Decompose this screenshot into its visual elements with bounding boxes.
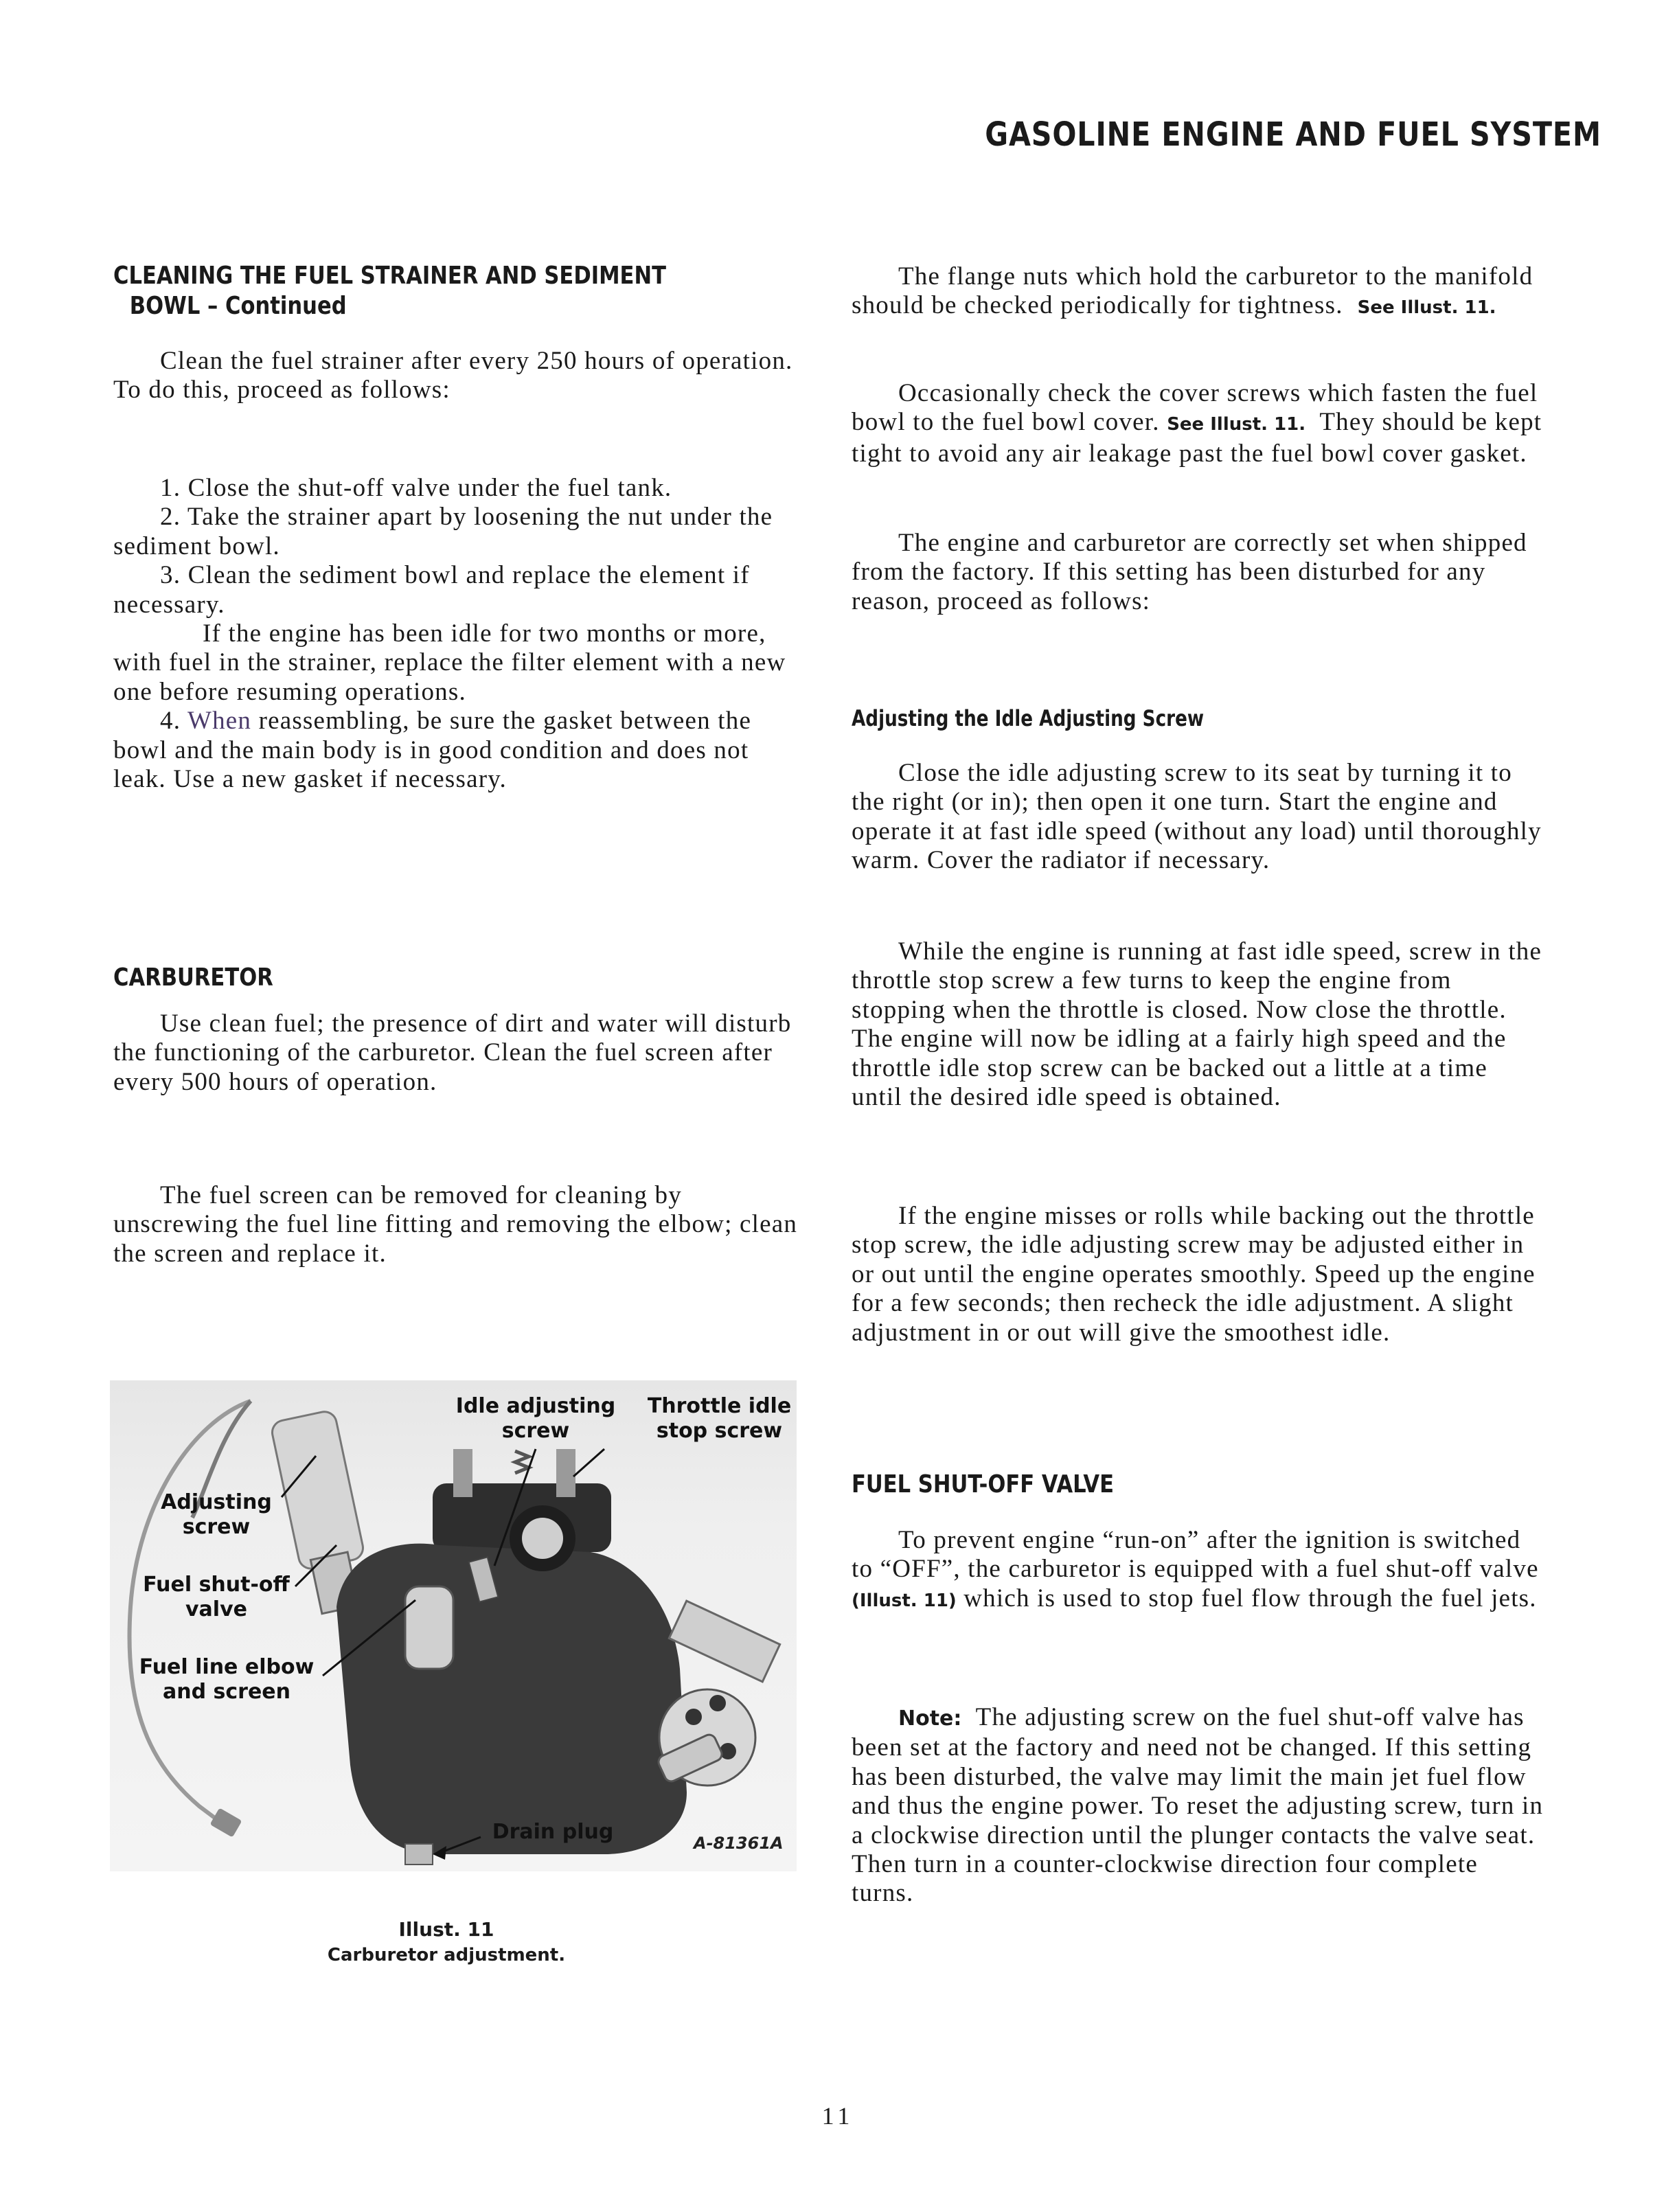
illust-reference: See Illust. 11.: [1357, 297, 1496, 319]
subheading-idle-adjusting: Adjusting the Idle Adjusting Screw: [852, 705, 1205, 731]
callout-throttle-idle-stop-screw: Throttle idle stop screw: [647, 1394, 792, 1443]
caption-number: Illust. 11: [398, 1918, 494, 1941]
callout-adjusting-screw: Adjusting screw: [161, 1490, 272, 1539]
figure-caption: [247, 1916, 646, 1967]
note-text: The adjusting screw on the fuel shut-off valve has been set at the factory and need not be changed. If this setting has been disturbed, the valve may limit the main jet fuel flow and thus the engine power. To reset the adjusting screw, turn in a clockwise direction until the plunger contacts the valve seat. Then turn in a counter-clockwise direction four complete turns.: [852, 1703, 1544, 1908]
step-4-number: 4.: [160, 707, 181, 736]
idle-paragraph-2: While the engine is running at fast idle speed, screw in the throttle stop screw a few turns to keep the engine from stopping when the throttle is closed. Now close the throttle. The engine will now be idling at a fairly high speed and the throttle idle stop screw can be backed out a little at a time until the desired idle speed is obtained.: [852, 937, 1542, 1112]
strainer-steps: [113, 474, 807, 794]
idle-paragraph-3: If the engine misses or rolls while backing out the throttle stop screw, the idle adjusting screw may be adjusted either in or out until the engine operates smoothly. Speed up the engine for a few seconds; then recheck the idle adjustment. A slight adjustment in or out will give the smoothest idle.: [852, 1202, 1536, 1347]
step-1: 1. Close the shut-off valve under the fuel tank.: [160, 474, 672, 502]
step-4-text: reassembling, be sure the gasket between the bowl and the main body is in good condition and does not leak. Use a new gasket if necessary.: [113, 707, 752, 794]
step-4-first-word: When: [187, 707, 252, 736]
page-header: GASOLINE ENGINE AND FUEL SYSTEM: [985, 115, 1601, 154]
flange-nuts-paragraph: [852, 262, 1545, 323]
carburetor-paragraph-1: Use clean fuel; the presence of dirt and water will disturb the functioning of the carburetor. Clean the fuel screen after every 500 hours of operation.: [113, 1010, 792, 1096]
carburetor-paragraph-2: The fuel screen can be removed for cleaning by unscrewing the fuel line fitting and removing the elbow; clean the screen and replace it.: [113, 1181, 798, 1268]
callout-fuel-shutoff-valve: Fuel shut-off valve: [143, 1573, 290, 1621]
note-paragraph: [852, 1703, 1545, 1908]
step-4: [113, 707, 807, 794]
illust-reference: See Illust. 11.: [1167, 414, 1306, 435]
cover-text-a: Occasionally check the cover screws which fasten the fuel bowl to the fuel bowl cover.: [852, 379, 1538, 437]
page-number: 11: [821, 2102, 854, 2130]
valve-text-b: which is used to stop fuel flow through the fuel jets.: [963, 1584, 1537, 1612]
step-3-note: If the engine has been idle for two months or more, with fuel in the strainer, replace the filter element with a new one before resuming operations.: [113, 619, 786, 706]
factory-setting-paragraph: The engine and carburetor are correctly set when shipped from the factory. If this setting has been disturbed for any reason, proceed as follows:: [852, 529, 1527, 615]
carburetor-drawing: [110, 1380, 797, 1871]
section-heading-fuel-shutoff-valve: FUEL SHUT-OFF VALVE: [852, 1470, 1115, 1498]
illust-reference: (Illust. 11): [852, 1590, 957, 1611]
heading-line-2: BOWL – Continued: [129, 292, 347, 320]
callout-fuel-line-elbow: Fuel line elbow and screen: [139, 1655, 315, 1704]
section-heading-carburetor: CARBURETOR: [113, 964, 273, 992]
cover-screws-paragraph: [852, 379, 1545, 468]
carburetor-illustration: [110, 1380, 797, 1871]
strainer-intro-paragraph: Clean the fuel strainer after every 250 hours of operation. To do this, proceed as follows:: [113, 347, 793, 404]
note-label: Note:: [898, 1707, 962, 1731]
figure-id: A-81361A: [694, 1834, 784, 1853]
idle-paragraph-1: Close the idle adjusting screw to its seat by turning it to the right (or in); then open it one turn. Start the engine and operate it at fast idle speed (without any load) until thoroughly warm. Cover the radiator if necessary.: [852, 759, 1542, 875]
step-2: 2. Take the strainer apart by loosening the nut under the sediment bowl.: [113, 503, 773, 560]
step-3: 3. Clean the sediment bowl and replace the element if necessary.: [113, 561, 750, 619]
cover-text-b: They should be kept tight to avoid any air leakage past the fuel bowl cover gasket.: [852, 408, 1542, 468]
callout-idle-adjusting-screw: Idle adjusting screw: [455, 1394, 616, 1443]
heading-line-1: CLEANING THE FUEL STRAINER AND SEDIMENT: [113, 262, 666, 290]
section-heading-fuel-strainer: [113, 261, 703, 321]
shutoff-valve-paragraph: [852, 1526, 1545, 1615]
flange-text: The flange nuts which hold the carburetor to the manifold should be checked periodically for tightness.: [852, 262, 1533, 320]
caption-text: Carburetor adjustment.: [327, 1945, 566, 1965]
callout-drain-plug: Drain plug: [492, 1820, 614, 1844]
valve-text-a: To prevent engine “run-on” after the ignition is switched to “OFF”, the carburetor is equipped with a fuel shut-off valve: [852, 1526, 1539, 1584]
